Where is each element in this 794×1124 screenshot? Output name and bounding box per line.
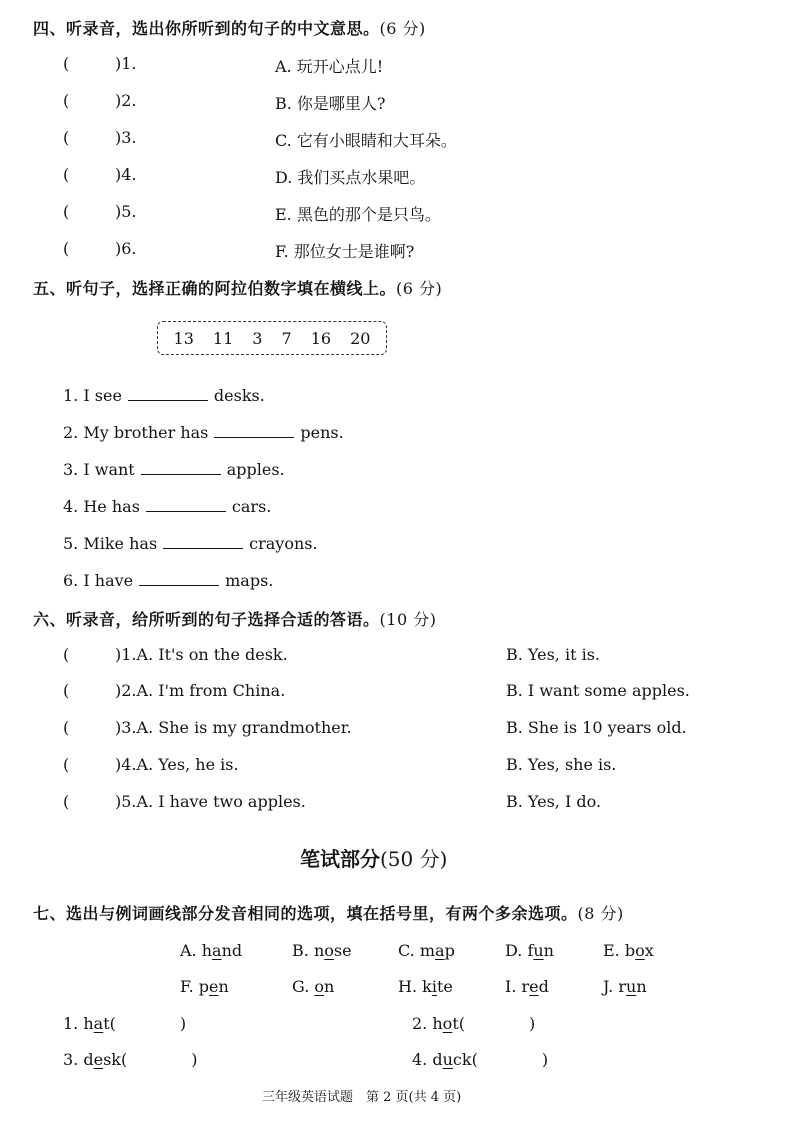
written-title-text: 笔试部分	[300, 847, 380, 871]
fill-blank[interactable]	[128, 388, 208, 401]
option-label: D.	[505, 941, 523, 960]
written-points: (50 分)	[380, 847, 448, 871]
item-number: 1.	[63, 1014, 79, 1033]
option-b: B. She is 10 years old.	[506, 718, 687, 737]
q5-item	[63, 497, 271, 516]
q7-item	[63, 1050, 197, 1069]
item-number: 2.	[121, 681, 137, 700]
underlined-letter: e	[529, 977, 539, 996]
number-choice: 13	[173, 328, 194, 348]
word-part: n	[313, 941, 325, 960]
item-number: 3.	[63, 1050, 79, 1069]
word-option	[505, 977, 549, 996]
word-part: n	[324, 977, 335, 996]
bracket-open[interactable]: (	[471, 1050, 478, 1069]
sentence-end: pens.	[300, 423, 344, 442]
item-number: 2.	[412, 1014, 428, 1033]
bracket-close: )	[115, 91, 122, 110]
fill-blank[interactable]	[214, 425, 294, 438]
bracket-close: )	[115, 54, 122, 73]
word-part: ck	[452, 1050, 472, 1069]
item-number: 3.	[121, 718, 137, 737]
option-b: B. I want some apples.	[506, 681, 690, 700]
number-choice: 3	[252, 328, 263, 348]
option-b: B. Yes, I do.	[506, 792, 602, 811]
option-b: B. Yes, it is.	[506, 645, 600, 664]
word-part: n	[636, 977, 647, 996]
word-part: h	[432, 1014, 443, 1033]
sentence-end: crayons.	[249, 534, 318, 553]
word-part: k	[422, 977, 432, 996]
word-part: p	[444, 941, 455, 960]
q4-item	[63, 239, 137, 258]
bracket-close: )	[191, 1050, 198, 1069]
q6-item	[63, 681, 285, 700]
q4-heading	[33, 16, 426, 39]
answer-bracket[interactable]: (	[63, 645, 70, 664]
q7-heading-text: 七、选出与例词画线部分发音相同的选项，填在括号里，有两个多余选项。	[33, 904, 578, 923]
answer-bracket[interactable]: (	[63, 718, 70, 737]
word-part: d	[538, 977, 549, 996]
item-number: 4.	[412, 1050, 428, 1069]
bracket-close: )	[115, 202, 122, 221]
underlined-letter: a	[93, 1014, 104, 1033]
q5-item	[63, 386, 265, 405]
number-choice-box	[157, 321, 387, 355]
underlined-letter: i	[431, 977, 437, 996]
word-part: te	[436, 977, 453, 996]
bracket-close: )	[529, 1014, 536, 1033]
word-part: p	[198, 977, 210, 996]
q7-item	[412, 1050, 548, 1069]
q4-option: F. 那位女士是谁啊?	[275, 242, 415, 261]
word-part: m	[419, 941, 436, 960]
number-choice: 16	[310, 328, 332, 348]
word-part: n	[218, 977, 229, 996]
option-label: J.	[603, 977, 614, 996]
answer-bracket[interactable]: (	[63, 792, 70, 811]
q5-item	[63, 460, 285, 479]
q5-item	[63, 571, 273, 590]
fill-blank[interactable]	[139, 573, 219, 586]
q4-item	[63, 128, 137, 147]
answer-bracket[interactable]: (	[63, 128, 70, 147]
underlined-letter: e	[209, 977, 219, 996]
q5-heading	[33, 276, 442, 299]
item-number: 3.	[121, 128, 137, 147]
page-footer: 三年级英语试题 第 2 页(共 4 页)	[262, 1090, 462, 1105]
q6-item	[63, 755, 239, 774]
underlined-letter: u	[626, 977, 637, 996]
sentence-end: desks.	[213, 386, 265, 405]
answer-bracket[interactable]: (	[63, 239, 70, 258]
sentence-end: apples.	[226, 460, 285, 479]
bracket-open[interactable]: (	[458, 1014, 465, 1033]
answer-bracket[interactable]: (	[63, 681, 70, 700]
item-number: 4.	[121, 165, 137, 184]
underlined-letter: o	[635, 941, 645, 960]
word-part: n	[543, 941, 554, 960]
q6-item	[63, 718, 352, 737]
word-option	[505, 941, 554, 960]
sentence-start: 5. Mike has	[63, 534, 158, 553]
underlined-letter: u	[533, 941, 544, 960]
answer-bracket[interactable]: (	[63, 755, 70, 774]
option-label: A.	[180, 941, 197, 960]
underlined-letter: a	[212, 941, 222, 960]
word-part: r	[521, 977, 530, 996]
word-option	[292, 941, 352, 960]
bracket-open[interactable]: (	[109, 1014, 116, 1033]
word-option	[603, 977, 647, 996]
fill-blank[interactable]	[163, 536, 243, 549]
q4-item	[63, 54, 137, 73]
q4-points: (6 分)	[379, 19, 426, 38]
underlined-letter: o	[314, 977, 325, 996]
q4-option: D. 我们买点水果吧。	[275, 168, 426, 187]
q5-heading-text: 五、听句子，选择正确的阿拉伯数字填在横线上。	[33, 279, 397, 298]
underlined-letter: o	[324, 941, 334, 960]
q4-option: B. 你是哪里人?	[275, 94, 386, 113]
number-choice: 7	[281, 328, 292, 348]
item-number: 6.	[121, 239, 137, 258]
fill-blank[interactable]	[146, 499, 226, 512]
item-number: 4.	[121, 755, 137, 774]
number-choice: 20	[350, 328, 371, 348]
q7-item	[63, 1014, 186, 1033]
bracket-close: )	[115, 718, 122, 737]
option-label: F.	[180, 977, 194, 996]
bracket-close: )	[541, 1050, 549, 1069]
word-part: d	[432, 1050, 443, 1069]
word-part: sk	[103, 1050, 121, 1069]
option-a: A. I have two apples.	[136, 792, 306, 811]
word-part: t	[452, 1014, 459, 1033]
q4-option: C. 它有小眼睛和大耳朵。	[275, 131, 457, 150]
q6-heading	[33, 607, 436, 630]
bracket-close: )	[115, 755, 122, 774]
q4-option: E. 黑色的那个是只鸟。	[275, 205, 441, 224]
bracket-close: )	[115, 681, 122, 700]
sentence-start: 2. My brother has	[63, 423, 209, 442]
word-option	[398, 977, 453, 996]
sentence-end: cars.	[231, 497, 272, 516]
sentence-start: 4. He has	[63, 497, 140, 516]
answer-bracket[interactable]: (	[63, 91, 70, 110]
underlined-letter: a	[435, 941, 445, 960]
word-part: b	[624, 941, 636, 960]
bracket-close: )	[115, 645, 122, 664]
option-label: C.	[398, 941, 415, 960]
sentence-end: maps.	[225, 571, 274, 590]
word-part: nd	[221, 941, 243, 960]
option-label: G.	[292, 977, 310, 996]
item-number: 1.	[121, 54, 137, 73]
underlined-letter: u	[442, 1050, 453, 1069]
item-number: 5.	[121, 792, 137, 811]
word-part: r	[618, 977, 627, 996]
bracket-close: )	[179, 1014, 187, 1033]
sentence-start: 1. I see	[63, 386, 122, 405]
number-choice: 11	[212, 328, 234, 348]
option-label: I.	[505, 977, 517, 996]
word-option	[398, 941, 455, 960]
word-option	[292, 977, 334, 996]
word-part: h	[201, 941, 213, 960]
word-option	[180, 941, 242, 960]
underlined-letter: e	[93, 1050, 104, 1069]
sentence-start: 6. I have	[63, 571, 134, 590]
item-number: 2.	[121, 91, 137, 110]
q5-item	[63, 534, 318, 553]
q6-heading-text: 六、听录音，给所听到的句子选择合适的答语。	[33, 610, 380, 629]
option-a: A. It's on the desk.	[136, 645, 288, 664]
word-part: t	[103, 1014, 110, 1033]
option-b: B. Yes, she is.	[506, 755, 617, 774]
option-a: A. I'm from China.	[136, 681, 286, 700]
option-a: A. Yes, he is.	[136, 755, 239, 774]
sentence-start: 3. I want	[63, 460, 135, 479]
q5-item	[63, 423, 344, 442]
bracket-close: )	[115, 165, 122, 184]
option-label: E.	[603, 941, 620, 960]
q7-item	[412, 1014, 535, 1033]
q4-item	[63, 165, 137, 184]
item-number: 5.	[121, 202, 137, 221]
q4-heading-text: 四、听录音，选出你所听到的句子的中文意思。	[33, 19, 380, 38]
item-number: 1.	[121, 645, 137, 664]
underlined-letter: o	[442, 1014, 453, 1033]
word-part: x	[644, 941, 654, 960]
written-part-title	[300, 843, 447, 872]
q4-option: A. 玩开心点儿!	[275, 57, 384, 76]
option-label: B.	[292, 941, 309, 960]
word-part: d	[83, 1050, 94, 1069]
bracket-open[interactable]: (	[120, 1050, 128, 1069]
q6-points: (10 分)	[379, 610, 437, 629]
word-option	[603, 941, 654, 960]
word-part: f	[527, 941, 534, 960]
q6-item	[63, 645, 288, 664]
q7-points: (8 分)	[577, 904, 624, 923]
bracket-close: )	[115, 792, 122, 811]
q4-item	[63, 91, 137, 110]
word-part: h	[83, 1014, 94, 1033]
answer-bracket[interactable]: (	[63, 54, 70, 73]
q7-heading	[33, 901, 624, 924]
answer-bracket[interactable]: (	[63, 165, 70, 184]
option-label: H.	[398, 977, 418, 996]
word-part: se	[333, 941, 352, 960]
answer-bracket[interactable]: (	[63, 202, 70, 221]
q5-points: (6 分)	[396, 279, 443, 298]
bracket-close: )	[115, 239, 122, 258]
word-option	[180, 977, 229, 996]
fill-blank[interactable]	[141, 462, 221, 475]
q4-item	[63, 202, 137, 221]
option-a: A. She is my grandmother.	[136, 718, 352, 737]
bracket-close: )	[115, 128, 122, 147]
q6-item	[63, 792, 306, 811]
